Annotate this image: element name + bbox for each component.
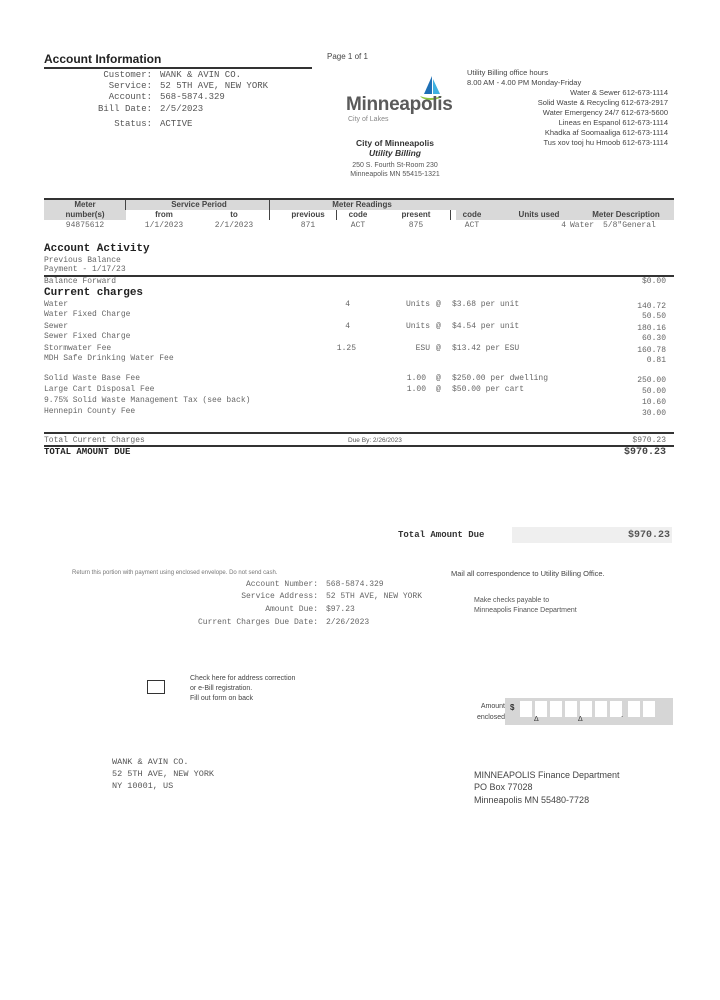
meter-group-header: Meter [74, 200, 96, 209]
stub-amount-due-value: $97.23 [326, 605, 355, 614]
amount-enclosed-label: Amount [480, 703, 505, 710]
meter-description: 5/8"General [603, 221, 656, 230]
balance-forward-amount: $0.00 [641, 277, 666, 286]
charge-label: Solid Waste Base Fee [44, 374, 141, 383]
charge-qty: 4 [345, 300, 350, 309]
charge-amount: 30.00 [641, 409, 666, 418]
previous-balance-label: Previous Balance [44, 256, 121, 265]
amount-cents-cell[interactable] [628, 701, 640, 717]
total-current-charges-amount: $970.23 [632, 436, 666, 445]
amount-digit-cell[interactable] [550, 701, 562, 717]
meter-table-group-header [44, 200, 674, 210]
charge-at: @ [436, 322, 441, 331]
stub-service-address-row [100, 592, 470, 601]
account-value: 568-5874.329 [160, 92, 225, 102]
charge-label: Water Fixed Charge [44, 310, 131, 319]
charge-amount: 10.60 [641, 398, 666, 407]
phone-water-sewer: Water & Sewer 612-673-1114 [570, 88, 668, 97]
charge-rate: $50.00 per cart [452, 385, 525, 394]
stub-total-label: Total Amount Due [398, 530, 485, 540]
meter-readings-group-header: Meter Readings [332, 200, 392, 209]
balance-forward-label: Balance Forward [44, 277, 117, 286]
charge-amount: 0.81 [646, 356, 666, 365]
service-period-group-header: Service Period [171, 200, 227, 209]
stub-due-date-label: Current Charges Due Date: [197, 618, 318, 627]
charge-unit: ESU [415, 344, 430, 353]
charge-at: @ [436, 344, 441, 353]
thousands-marker-icon: Δ [534, 716, 539, 723]
column-divider [336, 210, 337, 220]
col-present: present [401, 210, 431, 219]
office-address-line2: Minneapolis MN 55415-1321 [350, 171, 440, 178]
charge-amount: 250.00 [637, 376, 666, 385]
customer-row [44, 70, 314, 80]
office-department: Utility Billing [369, 148, 421, 158]
charge-label: MDH Safe Drinking Water Fee [44, 354, 174, 363]
checkbox-note-line1: Check here for address correction [190, 675, 296, 682]
amount-digit-cell[interactable] [565, 701, 577, 717]
stub-amount-due-label: Amount Due: [265, 605, 318, 614]
charge-unit: Units [405, 322, 430, 331]
charge-label: 9.75% Solid Waste Management Tax (see back) [44, 396, 251, 405]
charge-rate: $250.00 per dwelling [452, 374, 549, 383]
account-label: Account: [108, 92, 152, 102]
phone-water-emergency: Water Emergency 24/7 612-673-5600 [542, 108, 668, 117]
stub-total-amount: $970.23 [627, 530, 670, 541]
col-units-used: Units used [518, 210, 560, 219]
minneapolis-logo [346, 76, 453, 130]
charge-amount: 50.00 [641, 387, 666, 396]
amount-enclosed-label-2: enclosed [476, 714, 505, 721]
status-label: Status: [114, 119, 152, 129]
checks-payable-line1: Make checks payable to [474, 597, 550, 604]
stub-service-address-label: Service Address: [241, 592, 318, 601]
charge-label: Water [44, 300, 69, 309]
charge-label: Large Cart Disposal Fee [44, 385, 155, 394]
office-address-line1: 250 S. Fourth St-Room 230 [352, 162, 438, 169]
charge-label: Hennepin County Fee [44, 407, 136, 416]
service-label: Service: [108, 81, 152, 91]
logo-wordmark: Minneapolis [346, 94, 453, 115]
bill-date-row [44, 104, 314, 114]
stub-account-number-row [100, 580, 470, 589]
logo-tagline: City of Lakes [348, 116, 389, 123]
units-type: Water [570, 221, 595, 230]
status-row [44, 119, 314, 129]
charge-amount: 160.78 [637, 346, 666, 355]
mail-from-line1: WANK & AVIN CO. [112, 757, 189, 767]
office-hours-title: Utility Billing office hours [467, 68, 549, 77]
total-amount-due-label: TOTAL AMOUNT DUE [44, 447, 131, 457]
charge-at: @ [436, 300, 441, 309]
mail-from-line2: 52 5TH AVE, NEW YORK [112, 769, 215, 779]
due-by-date: Due By: 2/26/2023 [348, 437, 402, 444]
charge-rate: $13.42 per ESU [452, 344, 520, 353]
checkbox-note-line2: or e-Bill registration. [190, 685, 253, 692]
amount-digit-cell[interactable] [595, 701, 607, 717]
charge-label: Stormwater Fee [44, 344, 112, 353]
service-value: 52 5TH AVE, NEW YORK [160, 81, 269, 91]
reading-code-present: ACT [464, 221, 480, 230]
units-used: 4 [561, 221, 566, 230]
current-charges-title: Current charges [44, 287, 144, 299]
col-previous: previous [291, 210, 325, 219]
stub-account-number-value: 568-5874.329 [326, 580, 384, 589]
account-info-rule [44, 67, 312, 69]
phone-spanish: Lineas en Espanol 612-673-1114 [558, 118, 668, 127]
payment-label: Payment - 1/17/23 [44, 265, 126, 274]
address-correction-checkbox[interactable] [147, 680, 165, 694]
account-row [44, 92, 314, 102]
reading-present: 875 [408, 221, 424, 230]
col-code-present: code [462, 210, 482, 219]
meter-table-column-header [44, 210, 674, 220]
charge-at: @ [436, 385, 441, 394]
stub-due-date-row [100, 618, 470, 627]
charge-qty: 1.00 [406, 385, 426, 394]
stub-amount-due-row [100, 605, 470, 614]
dollar-sign: $ [510, 703, 515, 712]
charge-unit: Units [405, 300, 430, 309]
totals-bottom-rule [44, 445, 674, 447]
return-portion-note: Return this portion with payment using enclosed envelope. Do not send cash. [72, 570, 278, 576]
stub-service-address-value: 52 5TH AVE, NEW YORK [326, 592, 423, 601]
service-row [44, 81, 314, 91]
totals-top-rule [44, 432, 674, 434]
meter-number: 94875612 [65, 221, 105, 230]
account-info-title: Account Information [44, 52, 162, 66]
checkbox-note-line3: Fill out form on back [190, 695, 254, 702]
office-name: City of Minneapolis [356, 138, 434, 148]
stub-account-number-label: Account Number: [245, 580, 318, 589]
remit-to-line2: PO Box 77028 [474, 782, 533, 792]
col-meter-description: Meter Description [592, 210, 660, 219]
customer-value: WANK & AVIN CO. [160, 70, 242, 80]
col-to: to [230, 210, 238, 219]
charge-qty: 4 [345, 322, 350, 331]
bill-date-label: Bill Date: [97, 104, 152, 114]
charge-amount: 60.30 [641, 334, 666, 343]
stub-due-date-value: 2/26/2023 [326, 618, 370, 627]
mail-from-line3: NY 10001, US [112, 781, 174, 791]
remit-to-line1: MINNEAPOLIS Finance Department [474, 770, 620, 780]
amount-digit-cell[interactable] [520, 701, 532, 717]
charge-at: @ [436, 374, 441, 383]
customer-label: Customer: [103, 70, 152, 80]
phone-hmong: Tus xov tooj hu Hmoob 612-673-1114 [543, 138, 668, 147]
period-from: 1/1/2023 [144, 221, 184, 230]
charge-qty: 1.25 [336, 344, 356, 353]
amount-digit-cell[interactable] [535, 701, 547, 717]
column-divider [450, 210, 451, 220]
phone-solid-waste: Solid Waste & Recycling 612-673-2917 [537, 98, 668, 107]
decimal-point: . [621, 710, 624, 719]
charge-qty: 1.00 [406, 374, 426, 383]
charge-amount: 140.72 [637, 302, 666, 311]
amount-digit-cell[interactable] [580, 701, 592, 717]
reading-previous: 871 [300, 221, 316, 230]
col-code-previous: code [348, 210, 368, 219]
col-meter-number: number(s) [65, 210, 105, 219]
bill-date-value: 2/5/2023 [160, 104, 204, 114]
hundreds-marker-icon: Δ [578, 716, 583, 723]
charge-amount: 50.50 [641, 312, 666, 321]
total-amount-due-value: $970.23 [623, 447, 666, 458]
reading-code-previous: ACT [350, 221, 366, 230]
charge-rate: $4.54 per unit [452, 322, 520, 331]
charge-amount: 180.16 [637, 324, 666, 333]
activity-rule [44, 275, 674, 277]
account-activity-title: Account Activity [44, 243, 150, 255]
phone-somali: Khadka af Soomaaliga 612-673-1114 [544, 128, 668, 137]
charge-rate: $3.68 per unit [452, 300, 520, 309]
col-from: from [155, 210, 173, 219]
status-value: ACTIVE [160, 119, 193, 129]
mail-correspondence-note: Mail all correspondence to Utility Billing Office. [451, 569, 605, 578]
page-indicator: Page 1 of 1 [327, 52, 368, 61]
office-hours-time: 8.00 AM - 4.00 PM Monday-Friday [467, 78, 582, 87]
total-current-charges-label: Total Current Charges [44, 436, 145, 445]
charge-label: Sewer Fixed Charge [44, 332, 131, 341]
period-to: 2/1/2023 [214, 221, 254, 230]
remit-to-line3: Minneapolis MN 55480-7728 [474, 795, 590, 805]
checks-payable-line2: Minneapolis Finance Department [474, 607, 577, 614]
charge-label: Sewer [44, 322, 69, 331]
amount-cents-cell[interactable] [643, 701, 655, 717]
